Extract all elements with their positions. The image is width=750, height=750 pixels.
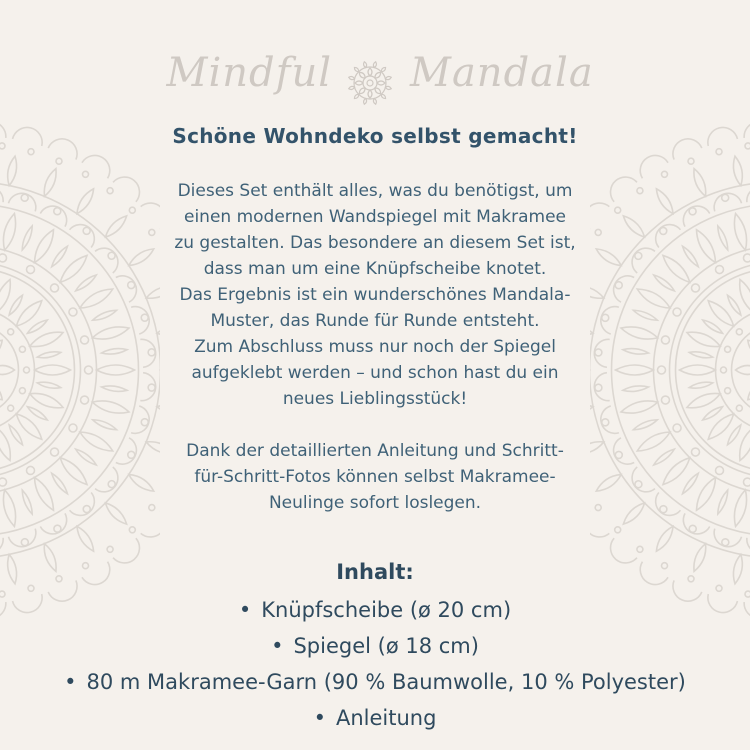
description-line: Zum Abschluss muss nur noch der Spiegel — [194, 337, 556, 357]
description-line: Neulinge sofort loslegen. — [268, 493, 482, 513]
list-item-label: Spiegel (ø 18 cm) — [293, 634, 479, 658]
list-item-label: Knüpfscheibe (ø 20 cm) — [261, 598, 512, 622]
list-item — [0, 628, 750, 664]
bullet-icon: • — [313, 706, 326, 730]
description-line: aufgeklebt werden – und schon hast du ein — [191, 363, 559, 383]
logo-word-left: Mindful — [166, 50, 332, 96]
list-item-label: Anleitung — [335, 706, 437, 730]
description-line: Muster, das Runde für Runde entsteht. — [210, 311, 540, 331]
bullet-icon: • — [271, 634, 284, 658]
contents-list — [0, 592, 750, 736]
bullet-icon: • — [238, 598, 252, 622]
description-line: dass man um eine Knüpfscheibe knotet. — [203, 259, 547, 279]
contents-heading: Inhalt: — [336, 560, 414, 584]
description-text — [100, 178, 650, 516]
description-line: Dieses Set enthält alles, was du benötigst, um — [177, 181, 573, 201]
page-title: Schöne Wohndeko selbst gemacht! — [172, 124, 578, 148]
description-line: zu gestalten. Das besondere an diesem Set ist, — [174, 233, 576, 253]
description-line: neues Lieblingsstück! — [282, 389, 468, 409]
list-item — [0, 664, 750, 700]
description-line: einen modernen Wandspiegel mit Makramee — [184, 207, 566, 227]
list-item-label: 80 m Makramee-Garn (90 % Baumwolle, 10 % Polyester) — [86, 670, 686, 694]
description-line: Das Ergebnis ist ein wunderschönes Mandala- — [179, 285, 571, 305]
mandala-emblem-icon — [346, 59, 394, 107]
list-item — [0, 592, 750, 628]
logo-word-right: Mandala — [410, 50, 594, 96]
bullet-icon: • — [64, 670, 77, 694]
description-line: Dank der detaillierten Anleitung und Schritt- — [186, 441, 564, 461]
list-item — [0, 700, 750, 736]
paragraph-gap — [100, 412, 650, 438]
description-line: für-Schritt-Fotos können selbst Makramee- — [194, 467, 556, 487]
